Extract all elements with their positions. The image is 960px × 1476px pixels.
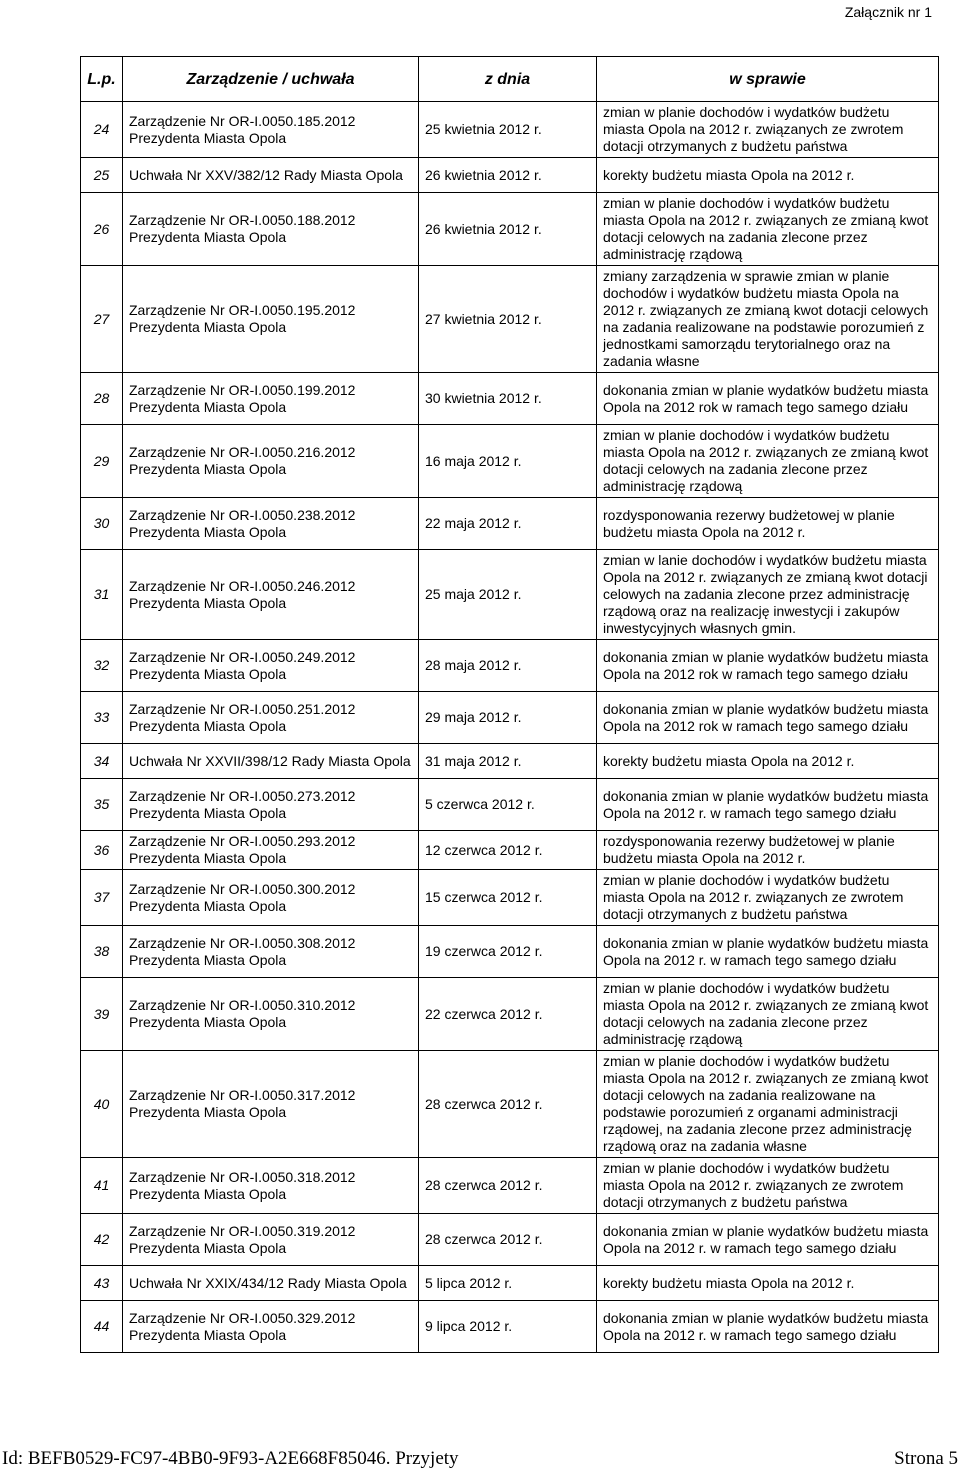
row-number: 37 bbox=[81, 870, 123, 926]
row-number: 29 bbox=[81, 425, 123, 498]
document-name: Zarządzenie Nr OR-I.0050.300.2012 Prezydenta Miasta Opola bbox=[123, 870, 419, 926]
table-row bbox=[81, 779, 939, 831]
document-subject: zmian w planie dochodów i wydatków budżetu miasta Opola na 2012 r. związanych ze zwrotem dotacji otrzymanych z budżetu państwa bbox=[597, 870, 939, 926]
row-number: 26 bbox=[81, 193, 123, 266]
table-row bbox=[81, 102, 939, 158]
document-subject: dokonania zmian w planie wydatków budżetu miasta Opola na 2012 r. w ramach tego samego działu bbox=[597, 926, 939, 978]
table-row bbox=[81, 158, 939, 193]
document-subject: dokonania zmian w planie wydatków budżetu miasta Opola na 2012 rok w ramach tego samego działu bbox=[597, 640, 939, 692]
document-date: 12 czerwca 2012 r. bbox=[419, 831, 597, 870]
document-subject: korekty budżetu miasta Opola na 2012 r. bbox=[597, 158, 939, 193]
document-date: 31 maja 2012 r. bbox=[419, 744, 597, 779]
document-date: 28 czerwca 2012 r. bbox=[419, 1214, 597, 1266]
document-name: Zarządzenie Nr OR-I.0050.317.2012 Prezydenta Miasta Opola bbox=[123, 1051, 419, 1158]
table-row bbox=[81, 550, 939, 640]
row-number: 36 bbox=[81, 831, 123, 870]
page-number: Strona 5 bbox=[894, 1448, 958, 1469]
document-date: 9 lipca 2012 r. bbox=[419, 1301, 597, 1353]
document-subject: zmian w planie dochodów i wydatków budżetu miasta Opola na 2012 r. związanych ze zwrotem dotacji otrzymanych z budżetu państwa bbox=[597, 102, 939, 158]
document-subject: dokonania zmian w planie wydatków budżetu miasta Opola na 2012 rok w ramach tego samego działu bbox=[597, 373, 939, 425]
document-name: Uchwała Nr XXV/382/12 Rady Miasta Opola bbox=[123, 158, 419, 193]
header-lp: L.p. bbox=[81, 57, 123, 102]
table-row bbox=[81, 1266, 939, 1301]
row-number: 30 bbox=[81, 498, 123, 550]
document-subject: zmian w lanie dochodów i wydatków budżetu miasta Opola na 2012 r. związanych ze zmianą kwot dotacji celowych na zadania zlecone przez administrację rządową oraz na realizację inwestycji i zakupów inwestycyjnych własnych gmin. bbox=[597, 550, 939, 640]
table-row bbox=[81, 744, 939, 779]
document-date: 5 czerwca 2012 r. bbox=[419, 779, 597, 831]
document-name: Zarządzenie Nr OR-I.0050.185.2012 Prezydenta Miasta Opola bbox=[123, 102, 419, 158]
document-name: Zarządzenie Nr OR-I.0050.216.2012 Prezydenta Miasta Opola bbox=[123, 425, 419, 498]
row-number: 27 bbox=[81, 266, 123, 373]
header-document: Zarządzenie / uchwała bbox=[123, 57, 419, 102]
document-date: 16 maja 2012 r. bbox=[419, 425, 597, 498]
table-row bbox=[81, 266, 939, 373]
attachment-label: Załącznik nr 1 bbox=[844, 4, 932, 20]
document-subject: zmian w planie dochodów i wydatków budżetu miasta Opola na 2012 r. związanych ze zmianą kwot dotacji celowych na zadania zlecone przez administrację rządową bbox=[597, 978, 939, 1051]
document-name: Zarządzenie Nr OR-I.0050.251.2012 Prezydenta Miasta Opola bbox=[123, 692, 419, 744]
document-subject: dokonania zmian w planie wydatków budżetu miasta Opola na 2012 r. w ramach tego samego działu bbox=[597, 1301, 939, 1353]
document-subject: zmiany zarządzenia w sprawie zmian w planie dochodów i wydatków budżetu miasta Opola na 2012 r. związanych ze zmianą kwot dotacji celowych na zadania realizowane na podstawie porozumień z jednostkami samorządu terytorialnego oraz na zadania własne bbox=[597, 266, 939, 373]
document-date: 28 czerwca 2012 r. bbox=[419, 1051, 597, 1158]
document-subject: zmian w planie dochodów i wydatków budżetu miasta Opola na 2012 r. związanych ze zmianą kwot dotacji celowych na zadania zlecone przez administrację rządową bbox=[597, 425, 939, 498]
document-name: Zarządzenie Nr OR-I.0050.199.2012 Prezydenta Miasta Opola bbox=[123, 373, 419, 425]
header-subject: w sprawie bbox=[597, 57, 939, 102]
document-subject: zmian w planie dochodów i wydatków budżetu miasta Opola na 2012 r. związanych ze zmianą kwot dotacji celowych na zadania realizowane na podstawie porozumień z organami administracji rządowej, na zadania zlecone przez administrację rządową oraz na zadania własne bbox=[597, 1051, 939, 1158]
document-name: Uchwała Nr XXVII/398/12 Rady Miasta Opola bbox=[123, 744, 419, 779]
document-date: 25 maja 2012 r. bbox=[419, 550, 597, 640]
row-number: 35 bbox=[81, 779, 123, 831]
table-row bbox=[81, 1158, 939, 1214]
document-name: Uchwała Nr XXIX/434/12 Rady Miasta Opola bbox=[123, 1266, 419, 1301]
document-subject: rozdysponowania rezerwy budżetowej w planie budżetu miasta Opola na 2012 r. bbox=[597, 831, 939, 870]
table-row bbox=[81, 425, 939, 498]
row-number: 44 bbox=[81, 1301, 123, 1353]
table-row bbox=[81, 870, 939, 926]
document-date: 26 kwietnia 2012 r. bbox=[419, 158, 597, 193]
document-name: Zarządzenie Nr OR-I.0050.249.2012 Prezydenta Miasta Opola bbox=[123, 640, 419, 692]
table-row bbox=[81, 373, 939, 425]
document-name: Zarządzenie Nr OR-I.0050.310.2012 Prezydenta Miasta Opola bbox=[123, 978, 419, 1051]
document-name: Zarządzenie Nr OR-I.0050.293.2012 Prezydenta Miasta Opola bbox=[123, 831, 419, 870]
document-date: 19 czerwca 2012 r. bbox=[419, 926, 597, 978]
row-number: 38 bbox=[81, 926, 123, 978]
header-date: z dnia bbox=[419, 57, 597, 102]
document-subject: korekty budżetu miasta Opola na 2012 r. bbox=[597, 1266, 939, 1301]
document-name: Zarządzenie Nr OR-I.0050.246.2012 Prezydenta Miasta Opola bbox=[123, 550, 419, 640]
document-name: Zarządzenie Nr OR-I.0050.195.2012 Prezydenta Miasta Opola bbox=[123, 266, 419, 373]
document-name: Zarządzenie Nr OR-I.0050.308.2012 Prezydenta Miasta Opola bbox=[123, 926, 419, 978]
row-number: 28 bbox=[81, 373, 123, 425]
table-row bbox=[81, 193, 939, 266]
row-number: 32 bbox=[81, 640, 123, 692]
table-row bbox=[81, 640, 939, 692]
document-subject: dokonania zmian w planie wydatków budżetu miasta Opola na 2012 r. w ramach tego samego działu bbox=[597, 779, 939, 831]
document-name: Zarządzenie Nr OR-I.0050.329.2012 Prezydenta Miasta Opola bbox=[123, 1301, 419, 1353]
document-subject: dokonania zmian w planie wydatków budżetu miasta Opola na 2012 r. w ramach tego samego działu bbox=[597, 1214, 939, 1266]
row-number: 39 bbox=[81, 978, 123, 1051]
row-number: 25 bbox=[81, 158, 123, 193]
document-date: 30 kwietnia 2012 r. bbox=[419, 373, 597, 425]
table-header-row bbox=[81, 57, 939, 102]
document-date: 22 czerwca 2012 r. bbox=[419, 978, 597, 1051]
document-subject: zmian w planie dochodów i wydatków budżetu miasta Opola na 2012 r. związanych ze zmianą kwot dotacji celowych na zadania zlecone przez administrację rządową bbox=[597, 193, 939, 266]
row-number: 42 bbox=[81, 1214, 123, 1266]
document-date: 26 kwietnia 2012 r. bbox=[419, 193, 597, 266]
document-name: Zarządzenie Nr OR-I.0050.238.2012 Prezydenta Miasta Opola bbox=[123, 498, 419, 550]
row-number: 31 bbox=[81, 550, 123, 640]
table-row bbox=[81, 926, 939, 978]
table-row bbox=[81, 978, 939, 1051]
document-date: 25 kwietnia 2012 r. bbox=[419, 102, 597, 158]
document-name: Zarządzenie Nr OR-I.0050.188.2012 Prezydenta Miasta Opola bbox=[123, 193, 419, 266]
table-row bbox=[81, 692, 939, 744]
document-name: Zarządzenie Nr OR-I.0050.319.2012 Prezydenta Miasta Opola bbox=[123, 1214, 419, 1266]
row-number: 33 bbox=[81, 692, 123, 744]
document-date: 5 lipca 2012 r. bbox=[419, 1266, 597, 1301]
footer bbox=[0, 1446, 960, 1472]
row-number: 24 bbox=[81, 102, 123, 158]
table-row bbox=[81, 831, 939, 870]
document-date: 27 kwietnia 2012 r. bbox=[419, 266, 597, 373]
document-name: Zarządzenie Nr OR-I.0050.318.2012 Prezydenta Miasta Opola bbox=[123, 1158, 419, 1214]
document-subject: zmian w planie dochodów i wydatków budżetu miasta Opola na 2012 r. związanych ze zwrotem dotacji otrzymanych z budżetu państwa bbox=[597, 1158, 939, 1214]
document-name: Zarządzenie Nr OR-I.0050.273.2012 Prezydenta Miasta Opola bbox=[123, 779, 419, 831]
row-number: 43 bbox=[81, 1266, 123, 1301]
table-row bbox=[81, 498, 939, 550]
document-date: 15 czerwca 2012 r. bbox=[419, 870, 597, 926]
document-date: 28 maja 2012 r. bbox=[419, 640, 597, 692]
table-row bbox=[81, 1051, 939, 1158]
regulations-table bbox=[80, 56, 939, 1353]
document-date: 22 maja 2012 r. bbox=[419, 498, 597, 550]
document-id: Id: BEFB0529-FC97-4BB0-9F93-A2E668F85046. Przyjety bbox=[2, 1448, 459, 1469]
document-subject: dokonania zmian w planie wydatków budżetu miasta Opola na 2012 rok w ramach tego samego działu bbox=[597, 692, 939, 744]
row-number: 40 bbox=[81, 1051, 123, 1158]
row-number: 41 bbox=[81, 1158, 123, 1214]
row-number: 34 bbox=[81, 744, 123, 779]
table-row bbox=[81, 1301, 939, 1353]
document-subject: korekty budżetu miasta Opola na 2012 r. bbox=[597, 744, 939, 779]
document-date: 29 maja 2012 r. bbox=[419, 692, 597, 744]
table-row bbox=[81, 1214, 939, 1266]
document-date: 28 czerwca 2012 r. bbox=[419, 1158, 597, 1214]
document-subject: rozdysponowania rezerwy budżetowej w planie budżetu miasta Opola na 2012 r. bbox=[597, 498, 939, 550]
